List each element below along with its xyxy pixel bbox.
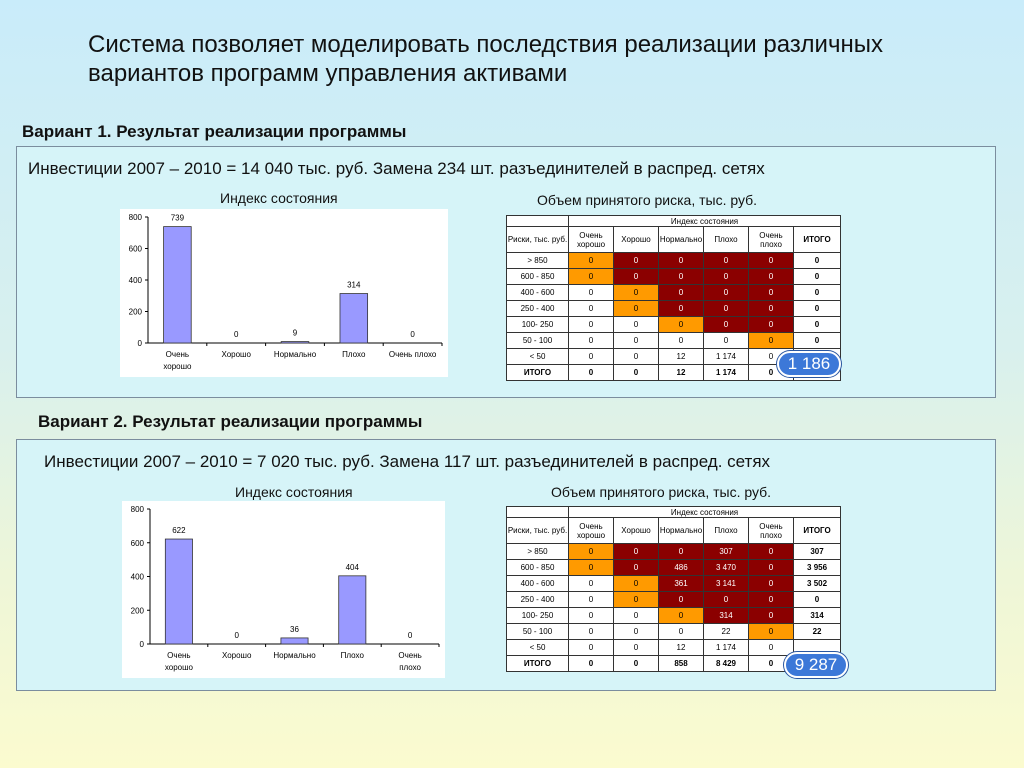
y-tick-label: 200: [130, 606, 144, 616]
table-row: [507, 253, 841, 269]
y-tick-label: 600: [128, 244, 142, 254]
x-tick-label: Нормально: [273, 350, 317, 359]
data-label: 0: [233, 330, 239, 339]
table-cell: 0: [704, 269, 749, 285]
variant2-risk-table: [506, 506, 841, 672]
table-corner-blank: [507, 507, 569, 518]
table-cell: 0: [704, 301, 749, 317]
variant2-table-title: Объем принятого риска, тыс. руб.: [551, 484, 772, 500]
table-column-header: Хорошо: [614, 227, 659, 253]
table-cell: 3 956: [794, 560, 841, 576]
table-cell: 0: [614, 624, 659, 640]
table-cell: 0: [569, 608, 614, 624]
variant2-bar-chart: [122, 501, 445, 678]
bar: [281, 342, 309, 343]
x-tick-label: Нормально: [273, 651, 316, 660]
table-column-header: ИТОГО: [794, 227, 841, 253]
table-cell: 0: [614, 253, 659, 269]
variant1-investment: Инвестиции 2007 – 2010 = 14 040 тыс. руб. Замена 234 шт. разъединителей в распред. сетях: [28, 159, 765, 178]
table-cell: 0: [569, 333, 614, 349]
variant2-panel: [16, 439, 996, 691]
variant1-panel: [16, 146, 996, 398]
bar: [339, 576, 366, 644]
y-tick-label: 600: [130, 538, 144, 548]
variant2-investment: Инвестиции 2007 – 2010 = 7 020 тыс. руб. Замена 117 шт. разъединителей в распред. сетях: [44, 452, 771, 471]
table-cell: 486: [659, 560, 704, 576]
table-cell: 0: [749, 349, 794, 365]
table-cell: 0: [749, 624, 794, 640]
table-column-header: Очень хорошо: [569, 227, 614, 253]
table-cell: 0: [569, 253, 614, 269]
table-cell: 0: [614, 365, 659, 381]
table-cell: 1 174: [704, 640, 749, 656]
table-row: [507, 269, 841, 285]
table-cell: 0: [569, 301, 614, 317]
table-row-label: 100- 250: [507, 317, 569, 333]
table-row-label: 50 - 100: [507, 624, 569, 640]
table-row: [507, 301, 841, 317]
data-label: 0: [410, 330, 415, 339]
table-corner-header: Риски, тыс. руб.: [507, 227, 569, 253]
table-cell: 0: [659, 285, 704, 301]
table-row-label: 400 - 600: [507, 285, 569, 301]
table-cell: 0: [704, 285, 749, 301]
table-cell: 0: [749, 592, 794, 608]
table-cell: 1 174: [704, 365, 749, 381]
table-cell: 8 429: [704, 656, 749, 672]
table-cell: 0: [749, 608, 794, 624]
table-cell: 307: [704, 544, 749, 560]
variant1-chart-title: Индекс состояния: [220, 190, 338, 206]
y-tick-label: 400: [130, 572, 144, 582]
table-cell: 0: [614, 285, 659, 301]
table-cell: 0: [794, 301, 841, 317]
table-cell: 307: [794, 544, 841, 560]
bar: [165, 539, 192, 644]
x-tick-label: хорошо: [163, 362, 192, 371]
table-column-header: Хорошо: [614, 518, 659, 544]
variant1-table-title: Объем принятого риска, тыс. руб.: [537, 192, 758, 208]
table-cell: 0: [659, 253, 704, 269]
table-cell: 0: [749, 640, 794, 656]
data-label: 0: [234, 631, 239, 640]
table-cell: 0: [614, 317, 659, 333]
table-cell: 361: [659, 576, 704, 592]
table-row-label: 50 - 100: [507, 333, 569, 349]
table-cell: 0: [659, 608, 704, 624]
table-row-label: 250 - 400: [507, 301, 569, 317]
table-cell: 0: [794, 592, 841, 608]
table-row: [507, 333, 841, 349]
table-cell: 0: [749, 317, 794, 333]
x-tick-label: хорошо: [164, 663, 193, 672]
table-row: [507, 285, 841, 301]
table-row-label: < 50: [507, 349, 569, 365]
table-row-label: < 50: [507, 640, 569, 656]
table-cell: 1 174: [704, 349, 749, 365]
table-cell: 0: [704, 317, 749, 333]
table-cell: 0: [749, 544, 794, 560]
table-cell: 0: [794, 285, 841, 301]
x-tick-label: Очень: [167, 651, 191, 660]
table-column-header: Плохо: [704, 518, 749, 544]
table-row: [507, 624, 841, 640]
table-cell: 0: [569, 269, 614, 285]
slide-title: [88, 30, 988, 88]
table-cell: 0: [569, 365, 614, 381]
table-group-header: Индекс состояния: [569, 507, 841, 518]
table-row-label: 400 - 600: [507, 576, 569, 592]
table-cell: 12: [659, 349, 704, 365]
slide-title-line1: Система позволяет моделировать последствия реализации различных: [88, 31, 883, 58]
table-cell: 0: [659, 624, 704, 640]
x-tick-label: Очень плохо: [388, 350, 437, 359]
table-cell: 0: [659, 592, 704, 608]
table-row: [507, 544, 841, 560]
table-cell: 0: [794, 317, 841, 333]
variant1-heading: Вариант 1. Результат реализации программы: [22, 122, 407, 141]
table-cell: 0: [569, 656, 614, 672]
table-row-label: ИТОГО: [507, 365, 569, 381]
table-cell: 12: [659, 365, 704, 381]
table-cell: 0: [659, 269, 704, 285]
table-cell: 3 470: [704, 560, 749, 576]
table-cell: 0: [659, 333, 704, 349]
table-cell: 0: [614, 640, 659, 656]
bar: [164, 227, 192, 343]
table-cell: 0: [569, 624, 614, 640]
table-cell: 0: [614, 592, 659, 608]
table-cell: 0: [794, 253, 841, 269]
table-cell: 0: [614, 333, 659, 349]
table-corner-header: Риски, тыс. руб.: [507, 518, 569, 544]
y-tick-label: 800: [128, 213, 142, 222]
x-tick-label: Хорошо: [221, 350, 251, 359]
x-tick-label: Очень: [165, 350, 190, 359]
table-column-header: Нормально: [659, 518, 704, 544]
table-cell: 0: [794, 269, 841, 285]
table-row-label: > 850: [507, 544, 569, 560]
data-label: 314: [347, 280, 361, 290]
y-tick-label: 400: [128, 276, 142, 285]
table-row: [507, 592, 841, 608]
table-cell: 12: [659, 640, 704, 656]
table-column-header: Очень плохо: [749, 518, 794, 544]
table-cell: 0: [749, 253, 794, 269]
table-cell: 0: [614, 544, 659, 560]
data-label: 739: [170, 213, 185, 223]
table-column-header: Нормально: [659, 227, 704, 253]
variant2-chart-title: Индекс состояния: [235, 484, 353, 500]
table-cell: 0: [569, 349, 614, 365]
table-cell: 0: [749, 656, 794, 672]
table-cell: 858: [659, 656, 704, 672]
table-cell: 0: [659, 317, 704, 333]
bar: [281, 638, 308, 644]
slide-title-line2: вариантов программ управления активами: [88, 60, 568, 87]
table-column-header: Очень плохо: [749, 227, 794, 253]
data-label: 0: [407, 631, 413, 640]
table-row-label: > 850: [507, 253, 569, 269]
table-cell: 0: [614, 301, 659, 317]
table-cell: 0: [614, 269, 659, 285]
y-tick-label: 200: [128, 307, 142, 317]
variant1-bar-chart: [120, 209, 448, 377]
table-cell: 0: [614, 576, 659, 592]
table-column-header: Очень хорошо: [569, 518, 614, 544]
table-row: [507, 576, 841, 592]
table-cell: 22: [704, 624, 749, 640]
variant2-heading: Вариант 2. Результат реализации программы: [38, 412, 423, 431]
table-row-label: ИТОГО: [507, 656, 569, 672]
x-tick-label: Плохо: [342, 350, 366, 359]
table-cell: 0: [614, 349, 659, 365]
bar: [340, 294, 368, 343]
table-column-header: ИТОГО: [794, 518, 841, 544]
x-tick-label: Хорошо: [221, 651, 252, 660]
table-cell: 0: [569, 544, 614, 560]
table-cell: 22: [794, 624, 841, 640]
variant1-chart: [120, 209, 448, 377]
table-cell: 0: [569, 576, 614, 592]
table-cell: 0: [569, 640, 614, 656]
table-group-header: Индекс состояния: [569, 216, 841, 227]
data-label: 622: [172, 526, 186, 536]
table-cell: 0: [614, 608, 659, 624]
data-label: 36: [290, 624, 299, 634]
table-cell: 0: [614, 656, 659, 672]
table-row: [507, 317, 841, 333]
variant2-total-badge: 9 287: [784, 652, 848, 678]
y-tick-label: 800: [130, 505, 144, 514]
y-tick-label: 0: [139, 640, 144, 649]
table-cell: 0: [749, 560, 794, 576]
table-row-label: 250 - 400: [507, 592, 569, 608]
variant1-total-badge: 1 186: [777, 351, 841, 377]
table-cell: 0: [749, 333, 794, 349]
table-row-label: 600 - 850: [507, 269, 569, 285]
x-tick-label: Очень: [398, 651, 422, 660]
table-cell: 3 502: [794, 576, 841, 592]
table-corner-blank: [507, 216, 569, 227]
x-tick-label: плохо: [399, 663, 422, 672]
table-cell: 0: [704, 333, 749, 349]
table-row: [507, 608, 841, 624]
table-column-header: Плохо: [704, 227, 749, 253]
x-tick-label: Плохо: [340, 651, 364, 660]
table-cell: 0: [614, 560, 659, 576]
table-cell: 3 141: [704, 576, 749, 592]
table-cell: 0: [659, 544, 704, 560]
table-cell: 0: [569, 317, 614, 333]
table-cell: 0: [749, 285, 794, 301]
table-cell: 314: [794, 608, 841, 624]
table-cell: 0: [749, 576, 794, 592]
table-cell: 0: [749, 269, 794, 285]
table-cell: 0: [569, 560, 614, 576]
table-row-label: 100- 250: [507, 608, 569, 624]
table-cell: 0: [569, 592, 614, 608]
table-cell: 0: [704, 253, 749, 269]
data-label: 9: [292, 328, 298, 338]
table-cell: 0: [749, 301, 794, 317]
variant2-chart: [122, 501, 445, 678]
y-tick-label: 0: [137, 339, 142, 348]
data-label: 404: [345, 562, 359, 572]
table-row: [507, 560, 841, 576]
table-cell: 314: [704, 608, 749, 624]
table-cell: 0: [749, 365, 794, 381]
table-cell: 0: [794, 333, 841, 349]
table-cell: 0: [704, 592, 749, 608]
table-cell: 0: [659, 301, 704, 317]
table-row-label: 600 - 850: [507, 560, 569, 576]
table-cell: 0: [569, 285, 614, 301]
